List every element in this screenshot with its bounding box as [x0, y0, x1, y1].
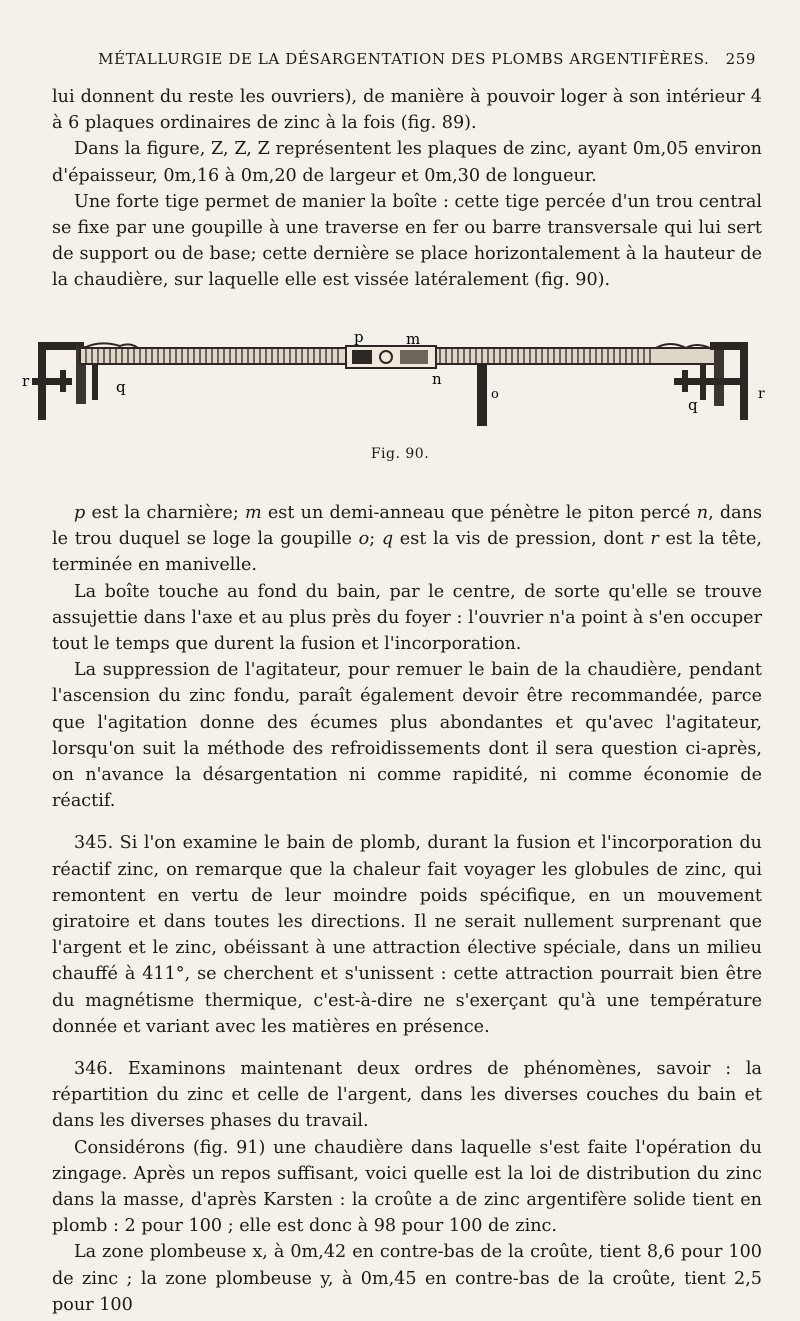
bottom-text-block [52, 500, 762, 1318]
paragraph-karsten: Considérons (fig. 91) une chaudière dans laquelle s'est faite l'opération du zingage. Après un repos suffisant, voici quelle est la loi de distribution du zinc dans la masse, d'après Karsten : la croûte a de zinc argentifère solide tient en plomb : 2 pour 100 ; elle est donc à 98 pour 100 de zinc. [52, 1137, 762, 1237]
page-number: 259 [725, 50, 756, 68]
label-q-right: q [688, 396, 698, 414]
figure-90-illustration [20, 318, 780, 438]
paragraph-continuation: lui donnent du reste les ouvriers), de manière à pouvoir loger à son intérieur 4 à 6 plaques ordinaires de zinc à la fois (fig. 89). [52, 87, 762, 134]
paragraph-agitator: La suppression de l'agitateur, pour remuer le bain de la chaudière, pendant l'ascension du zinc fondu, paraît également devoir être recommandée, parce que l'agitation donne des écumes plus abondantes et qu'avec l'agitateur, lorsqu'on suit la méthode des refroidissements dont il sera question ci-après, on n'avance la désargentation ni comme rapidité, ni comme économie de réactif. [52, 660, 762, 812]
legend-part: est un demi-anneau que pénètre le piton percé [261, 503, 697, 523]
paragraph-346: 346. Examinons maintenant deux ordres de phénomènes, savoir : la répartition du zinc et celle de l'argent, dans les diverses couches du bain et dans les diverses phases du travail. [52, 1059, 762, 1132]
legend-part: ; [369, 529, 382, 550]
label-q-left: q [116, 378, 126, 396]
paragraph-345: 345. Si l'on examine le bain de plomb, durant la fusion et l'incorporation du réactif zinc, on remarque que la chaleur fait voyager les globules de zinc, qui remontent en vertu de leur moindre poids spécifique, en un mouvement giratoire et dans toutes les directions. Il ne serait nullement surprenant que l'argent et le zinc, obéissant à une attraction élective spéciale, dans un milieu chauffé à 411°, se cherchent et s'unissent : cette attraction pourrait bien être du magnétisme thermique, c'est-à-dire ne s'exerçant qu'à une température donnée et variant avec les matières en présence. [52, 833, 762, 1037]
running-head [52, 50, 756, 68]
label-r-right: r [758, 386, 765, 402]
label-r: r [22, 372, 30, 390]
var-o: o [358, 529, 370, 550]
legend-part: est la tête, terminée en manivelle. [52, 529, 762, 576]
label-o: o [491, 387, 499, 402]
var-m: m [244, 503, 262, 523]
legend-part: est la charnière; [85, 503, 245, 523]
label-n: n [432, 370, 442, 388]
var-r: r [650, 529, 659, 550]
figure-caption: Fig. 90. [370, 446, 430, 462]
paragraph-zinc-plates: Dans la figure, Z, Z, Z représentent les plaques de zinc, ayant 0m,05 environ d'épaisseur, 0m,16 à 0m,20 de largeur et 0m,30 de longueur. [52, 139, 762, 186]
paragraph-box-position: La boîte touche au fond du bain, par le centre, de sorte qu'elle se trouve assujettie dans l'axe et au plus près du foyer : l'ouvrier n'a point à s'en occuper tout le temps que durent la fusion et l'incorporation. [52, 581, 762, 655]
top-text-block [52, 84, 762, 294]
var-p: p [74, 503, 86, 523]
var-q: q [381, 529, 394, 550]
legend-part: est la vis de pression, dont [393, 529, 651, 550]
paragraph-zones: La zone plombeuse x, à 0m,42 en contre-bas de la croûte, tient 8,6 pour 100 de zinc ; la zone plombeuse y, à 0m,45 en contre-bas de la croûte, tient 2,5 pour 100 [52, 1242, 762, 1315]
label-p: p [354, 328, 364, 346]
label-m: m [406, 330, 421, 348]
running-title: MÉTALLURGIE DE LA DÉSARGENTATION DES PLOMBS ARGENTIFÈRES. [98, 50, 710, 68]
figure-90-drawing [20, 318, 780, 438]
legend-part: , dans le trou duquel se loge la goupille [52, 503, 763, 550]
paragraph-rod: Une forte tige permet de manier la boîte : cette tige percée d'un trou central se fixe par une goupille à une traverse en fer ou barre transversale qui lui sert de support ou de base; cette dernière se place horizontalement à la hauteur de la chaudière, sur laquelle elle est vissée latéralement (fig. 90). [52, 191, 762, 291]
var-n: n [696, 503, 709, 523]
paragraph-legend [52, 500, 762, 579]
